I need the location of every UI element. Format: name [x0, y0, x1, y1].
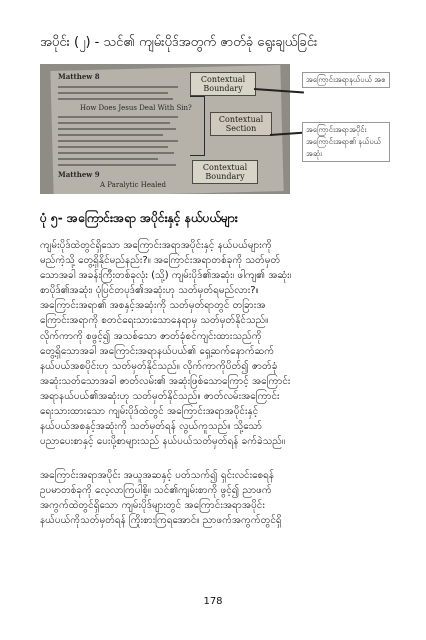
text-line: နယ်ပယ်အစပိုင်းဟု သတ်မှတ်နိုင်သည်။ လိုက်ကာကိုပိတ်၍ ဇာတ်ခုံ — [40, 360, 278, 372]
text-line: ကျမ်းပိုဒ်ထဲတွင်ရှိသော အကြောင်းအရာအပိုင်းနှင့် နယ်ပယ်များကို — [40, 240, 272, 251]
photo-text-line — [58, 128, 176, 130]
text-line: ပညာပေးစာနှင့် ပေးပို့စာများသည် နယ်ပယ်သတ်မှတ်ရန် ခက်ခဲသည်။ — [40, 436, 285, 448]
photo-text-line — [58, 122, 170, 124]
page-number: 178 — [203, 596, 223, 607]
section-heading: အပိုင်း (၂) - သင်၏ ကျမ်းပိုဒ်အတွက် ဇာတ်ခုံ ရွေးချယ်ခြင်း — [40, 35, 318, 50]
callout-section-end: အကြောင်းအရာအပိုင်း အကြောင်းအရာ၏ နယ်ပယ်အဆုံး — [302, 122, 390, 162]
text-line: နယ်ပယ်ကိုသတ်မှတ်ရန် ကြိုးစားကြရအောင်။ ညာဖက်အကွက်တွင်ရှိ — [40, 515, 282, 527]
paragraph-2 — [40, 468, 390, 528]
text-line: စာပိုဒ်၏အဆုံး၊ ပုံပြင်တပုဒ်၏အဆုံးဟု သတ်မှတ်ရမည်လား?။ — [40, 285, 259, 297]
photo-text-line — [58, 140, 178, 142]
paragraph-1 — [40, 238, 390, 449]
contextual-boundary-bottom-box: Contextual Boundary — [192, 160, 258, 184]
photo-text-line — [58, 98, 173, 100]
figure-contextual-sections — [40, 64, 390, 194]
figure-photo — [40, 64, 290, 194]
photo-text-line — [58, 146, 168, 148]
contextual-section-box: Contextual Section — [210, 112, 272, 136]
photo-text-line — [58, 86, 178, 88]
photo-footer-sub: A Paralytic Healed — [100, 181, 167, 189]
text-line: အဆုံးသတ်သောအခါ ဇာတ်လမ်း၏ အဆုံးဖြစ်သောကြောင့် အကြောင်း — [40, 375, 291, 387]
photo-footer: Matthew 9 — [58, 170, 100, 179]
photo-subtitle: How Does Jesus Deal With Sin? — [80, 104, 192, 112]
text-line: အကြောင်းအရာ၏ အစနှင့်အဆုံးကို သတ်မှတ်ရာတွင် တခြားအ — [40, 300, 266, 312]
text-line: မည်ကဲ့သို့ တွေ့ရှိနိုင်မည်နည်း?။ အကြောင်းအရာတစ်ခုကို သတ်မှတ် — [40, 255, 281, 267]
section-brace — [190, 96, 205, 156]
photo-title: Matthew 8 — [58, 72, 100, 81]
text-line: ဥပမာတစ်ခုကို လေ့လာကြပါစို့။ သင်၏ကျမ်းစာကို ဖွင့်၍ ညာဖက် — [40, 485, 272, 497]
text-line: တွေ့ရှိသောအခါ အကြောင်းအရာနယ်ပယ်၏ ရှေ့ဆက်နောက်ဆက် — [40, 345, 275, 357]
text-line: အကြောင်းအရာအပိုင်း အယူအဆနှင့် ပတ်သက်၍ ရှင်းလင်းစေရန် — [40, 470, 275, 481]
text-line: ရေးသားထားသော ကျမ်းပိုဒ်ထဲတွင် အကြောင်းအရာအပိုင်းနှင့် — [40, 406, 259, 418]
text-line: အကွက်ထဲတွင်ရှိသော ကျမ်းပိုဒ်များတွင် အကြောင်းအရာအပိုင်း — [40, 500, 265, 512]
photo-text-line — [58, 152, 174, 154]
photo-text-line — [58, 158, 158, 160]
text-line: ကြောင်းအရာကို စတင်ရေးသားသောနေရာမှ သတ်မှတ်နိုင်သည်။ — [40, 315, 269, 327]
callout-boundary-start: အကြောင်းအရာနယ်ပယ် အစ — [302, 72, 390, 88]
contextual-boundary-top-box: Contextual Boundary — [190, 72, 256, 96]
text-line: သောအခါ အခန်းကြီးတစ်ခုလုံး (သို့) ကျမ်းပိုဒ်၏အဆုံး၊ ဖါကျ၏ အဆုံး၊ — [40, 270, 292, 282]
figure-caption: ပုံ ၅- အကြောင်းအရာ အပိုင်းနှင့် နယ်ပယ်များ — [40, 211, 238, 225]
photo-text-line — [58, 116, 178, 118]
photo-text-line — [58, 164, 176, 166]
photo-text-line — [58, 134, 163, 136]
photo-text-line — [58, 92, 168, 94]
text-line: လိုက်ကာကို စဖွင့်၍ အသစ်သော ဇာတ်ခုံစင်ကျင်းထားသည်ကို — [40, 330, 262, 342]
text-line: နယ်ပယ်အစနှင့်အဆုံးကို သတ်မှတ်ရန် လွယ်ကူသည်။ သို့သော် — [40, 421, 263, 433]
text-line: အရာနယ်ပယ်၏အဆုံးဟု သတ်မှတ်နိုင်သည်။ ဇာတ်လမ်းအကြောင်း — [40, 390, 280, 402]
